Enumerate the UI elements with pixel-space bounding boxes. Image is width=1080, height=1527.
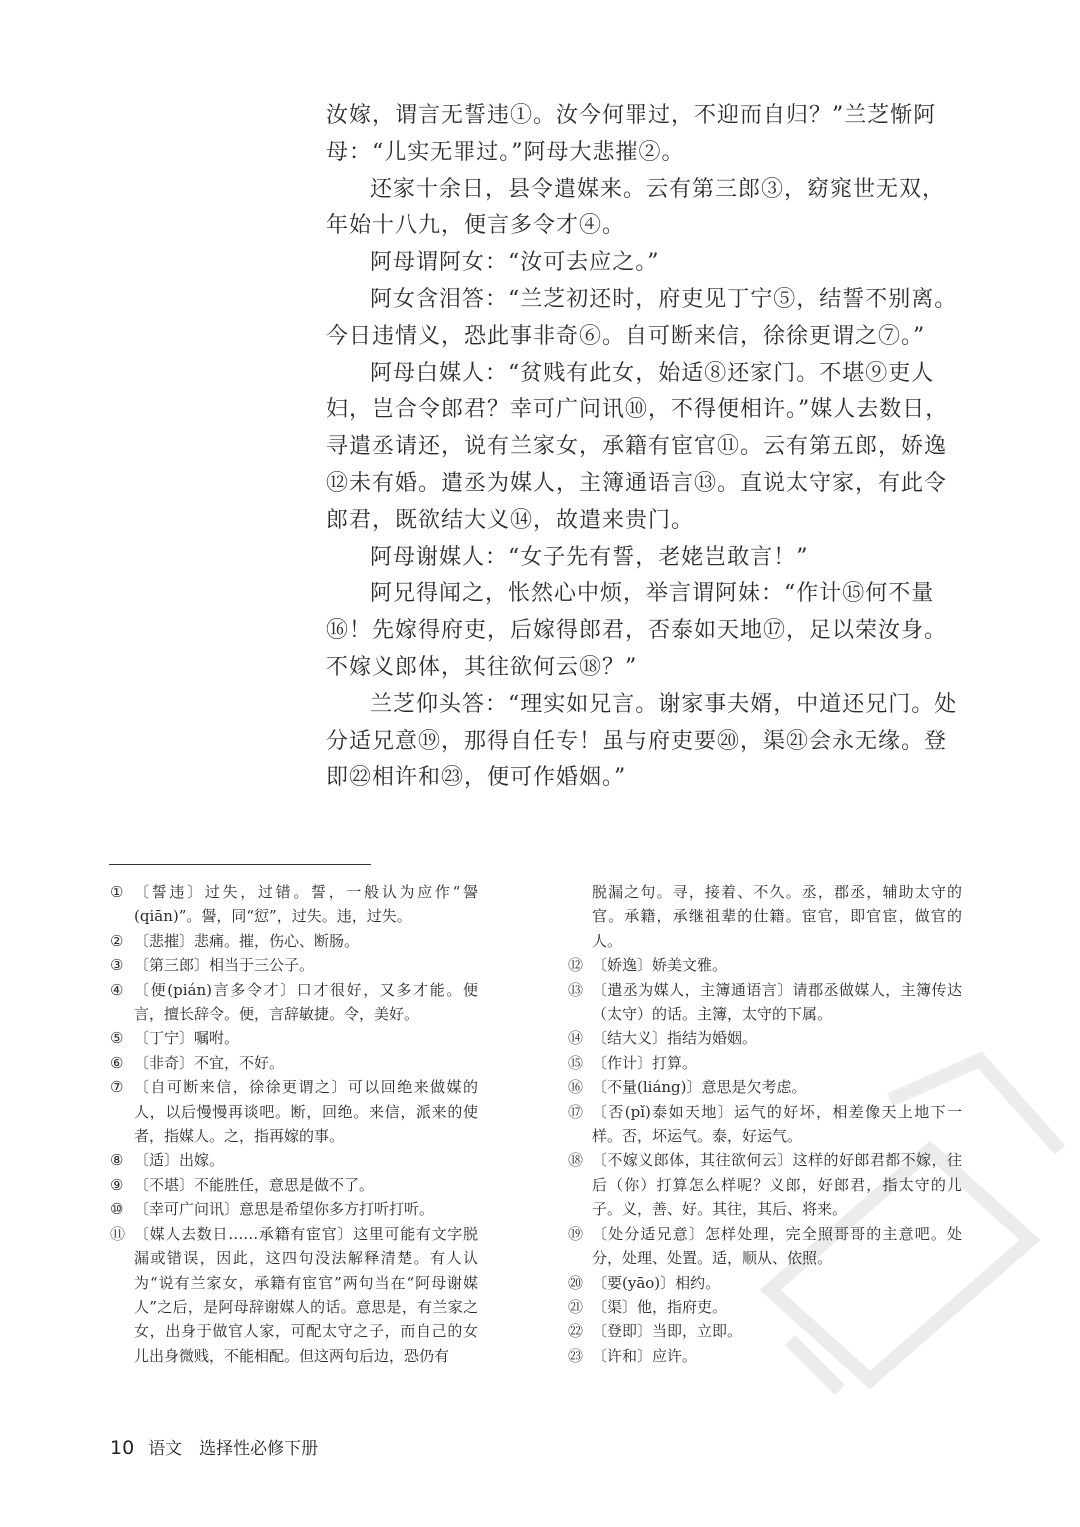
footnote: ⑫ 〔娇逸〕娇美文雅。 bbox=[568, 956, 728, 975]
book-title: 语文 选择性必修下册 bbox=[148, 1439, 319, 1459]
footnote: ⑧ 〔适〕出嫁。 bbox=[110, 1151, 225, 1170]
paragraph: 阿女含泪答：“兰芝初还时，府吏见丁宁⑤，结誓不别离。今日违情义，恐此事非奇⑥。自可断来信，徐徐更谓之⑦。” bbox=[326, 286, 958, 349]
footnote: ⑲ 〔处分适兄意〕怎样处理，完全照哥哥的主意吧。处分，处理、处置。适，顺从、依照。 bbox=[568, 1224, 962, 1268]
footnote: ⑥ 〔非奇〕不宜，不好。 bbox=[110, 1053, 285, 1072]
footnote: ⑪ 〔媒人去数日……承籍有宦官〕这里可能有文字脱漏或错误，因此，这四句没法解释清楚。有人认为“说有兰家女，承籍有宦官”两句当在“阿母谢媒人”之后，是阿母辞谢媒人的话。意思是，有兰家之女，出身于做官人家，可配太守之子，而自己的女儿出身微贱，不能相配。但这两句后边，恐仍有 bbox=[110, 1224, 478, 1365]
footnote: ⑮ 〔作计〕打算。 bbox=[568, 1053, 698, 1072]
paragraph: 兰芝仰头答：“理实如兄言。谢家事夫婿，中道还兄门。处分适兄意⑲，那得自任专！虽与府吏要⑳，渠㉑会永无缘。登即㉒相许和㉓，便可作婚姻。” bbox=[326, 691, 958, 791]
footnote: ⑬ 〔遣丞为媒人，主簿通语言〕请郡丞做媒人，主簿传达（太守）的话。主簿，太守的下属。 bbox=[568, 980, 962, 1024]
page-number: 10 bbox=[110, 1437, 135, 1459]
footnote: ⑦ 〔自可断来信，徐徐更谓之〕可以回绝来做媒的人，以后慢慢再谈吧。断，回绝。来信，派来的使者，指媒人。之，指再嫁的事。 bbox=[110, 1078, 478, 1146]
paragraph: 阿母谢媒人：“女子先有誓，老姥岂敢言！” bbox=[370, 544, 809, 570]
main-text bbox=[326, 98, 966, 797]
paragraph: 阿兄得闻之，怅然心中烦，举言谓阿妹：“作计⑮何不量⑯！先嫁得府吏，后嫁得郎君，否泰如天地⑰，足以荣汝身。不嫁义郎体，其往欲何云⑱？” bbox=[326, 581, 948, 680]
footnote: ㉓ 〔许和〕应许。 bbox=[568, 1346, 698, 1365]
footnotes-right-column bbox=[568, 880, 962, 1368]
paragraph: 阿母白媒人：“贫贱有此女，始适⑧还家门。不堪⑨吏人妇，岂合令郎君？幸可广问讯⑩，不得便相许。”媒人去数日，寻遣丞请还，说有兰家女，承籍有宦官⑪。云有第五郎，娇逸⑫未有婚。遣丞为媒人，主簿通语言⑬。直说太守家，有此令郎君，既欲结大义⑭，故遣来贵门。 bbox=[326, 360, 949, 533]
footnote: ㉒ 〔登即〕当即，立即。 bbox=[568, 1322, 743, 1341]
page-footer bbox=[110, 1434, 318, 1459]
footnote: ② 〔悲摧〕悲痛。摧，伤心、断肠。 bbox=[110, 931, 360, 950]
paragraph: 汝嫁，谓言无誓违①。汝今何罪过，不迎而自归？”兰芝惭阿母：“儿实无罪过。”阿母大悲摧②。 bbox=[326, 103, 937, 165]
footnote: ⑰ 〔否(pǐ)泰如天地〕运气的好坏，相差像天上地下一样。否，坏运气。泰，好运气。 bbox=[568, 1102, 962, 1146]
footnote: ⑯ 〔不量(liáng)〕意思是欠考虑。 bbox=[568, 1078, 807, 1097]
footnote: ⑤ 〔丁宁〕嘱咐。 bbox=[110, 1029, 240, 1048]
footnote: ① 〔誓违〕过失，过错。誓，一般认为应作“諐(qiān)”。諐，同“愆”，过失。违，过失。 bbox=[110, 883, 478, 926]
footnote: ⑳ 〔要(yāo)〕相约。 bbox=[568, 1273, 721, 1292]
footnotes-left-column bbox=[110, 880, 478, 1368]
footnote: ⑨ 〔不堪〕不能胜任，意思是做不了。 bbox=[110, 1175, 375, 1194]
footnote-divider bbox=[109, 864, 371, 865]
footnote: ⑱ 〔不嫁义郎体，其往欲何云〕这样的好郎君都不嫁，往后（你）打算怎么样呢？义郎，好郎君，指太守的儿子。义，善、好。其往，其后、将来。 bbox=[568, 1151, 962, 1219]
paragraph: 还家十余日，县令遣媒来。云有第三郎③，窈窕世无双，年始十八九，便言多令才④。 bbox=[326, 176, 946, 239]
paragraph: 阿母谓阿女：“汝可去应之。” bbox=[370, 250, 660, 276]
footnote-continuation: 脱漏之句。寻，接着、不久。丞，郡丞，辅助太守的官。承籍，承继祖辈的仕籍。宦官，即官宦，做官的人。 bbox=[592, 883, 962, 950]
footnote: ⑭ 〔结大义〕指结为婚姻。 bbox=[568, 1029, 758, 1048]
footnote: ㉑ 〔渠〕他，指府吏。 bbox=[568, 1297, 728, 1316]
footnote: ③ 〔第三郎〕相当于三公子。 bbox=[110, 956, 315, 975]
footnote: ④ 〔便(pián)言多令才〕口才很好，又多才能。便言，擅长辞令。便，言辞敏捷。令，美好。 bbox=[110, 980, 478, 1024]
footnote: ⑩ 〔幸可广问讯〕意思是希望你多方打听打听。 bbox=[110, 1200, 435, 1219]
